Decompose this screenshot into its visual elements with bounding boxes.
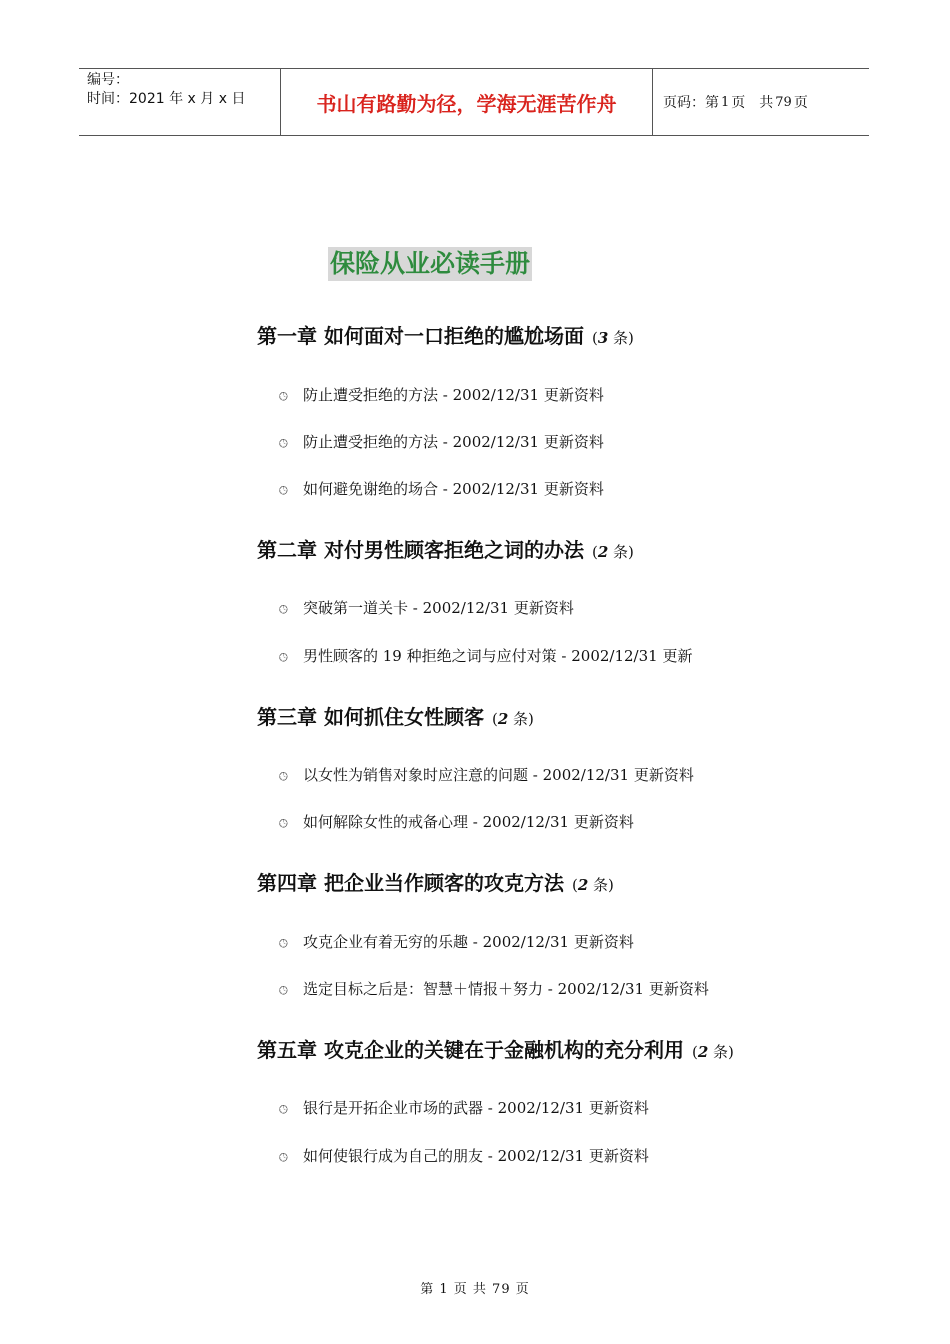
chapter-link[interactable]: 🕒︎ 男性顾客的 19 种拒绝之词与应付对策 - 2002/12/31 更新 bbox=[279, 646, 692, 668]
header-motto-cell bbox=[281, 69, 653, 135]
clock-icon: 🕒︎ bbox=[279, 770, 288, 783]
motto: 书山有路勤为径，学海无涯苦作舟 bbox=[316, 91, 617, 116]
chapter-count: (2 条) bbox=[691, 1043, 734, 1061]
chapter-title: 第一章 如何面对一口拒绝的尴尬场面 bbox=[257, 324, 584, 348]
clock-icon: 🕒︎ bbox=[279, 484, 288, 497]
chapter-heading bbox=[257, 537, 634, 565]
chapter-link[interactable]: 🕒︎ 银行是开拓企业市场的武器 - 2002/12/31 更新资料 bbox=[279, 1098, 649, 1120]
chapter-link[interactable]: 🕒︎ 如何解除女性的戒备心理 - 2002/12/31 更新资料 bbox=[279, 812, 634, 834]
chapter-heading bbox=[257, 323, 634, 351]
chapter-link[interactable]: 🕒︎ 以女性为销售对象时应注意的问题 - 2002/12/31 更新资料 bbox=[279, 765, 694, 787]
clock-icon: 🕒︎ bbox=[279, 1151, 288, 1164]
clock-icon: 🕒︎ bbox=[279, 603, 288, 616]
chapter-title: 第二章 对付男性顾客拒绝之词的办法 bbox=[257, 538, 584, 562]
chapter-title: 第三章 如何抓住女性顾客 bbox=[257, 705, 484, 729]
chapter-heading bbox=[257, 1037, 734, 1065]
clock-icon: 🕒︎ bbox=[279, 937, 288, 950]
chapter-count: (2 条) bbox=[571, 876, 614, 894]
clock-icon: 🕒︎ bbox=[279, 651, 288, 664]
page-counter bbox=[653, 69, 869, 135]
chapter-link[interactable]: 🕒︎ 突破第一道关卡 - 2002/12/31 更新资料 bbox=[279, 598, 574, 620]
chapter-link[interactable]: 🕒︎ 防止遭受拒绝的方法 - 2002/12/31 更新资料 bbox=[279, 432, 604, 454]
time-label: 时间：2021 年 x 月 x 日 bbox=[87, 91, 246, 107]
page-mid: 页 共 bbox=[731, 95, 774, 111]
chapter-link[interactable]: 🕒︎ 选定目标之后是：智慧＋情报＋努力 - 2002/12/31 更新资料 bbox=[279, 979, 709, 1001]
clock-icon: 🕒︎ bbox=[279, 984, 288, 997]
page-footer: 第 1 页 共 79 页 bbox=[420, 1282, 530, 1297]
page-prefix: 页码：第 bbox=[663, 95, 719, 111]
chapter-count: (2 条) bbox=[491, 710, 534, 728]
code-label: 编号： bbox=[87, 72, 129, 88]
chapter-title: 第四章 把企业当作顾客的攻克方法 bbox=[257, 871, 564, 895]
clock-icon: 🕒︎ bbox=[279, 437, 288, 450]
chapter-count: (3 条) bbox=[591, 329, 634, 347]
page-header bbox=[79, 68, 869, 136]
chapter-heading bbox=[257, 704, 534, 732]
page-suffix: 页 bbox=[793, 95, 808, 111]
chapter-link[interactable]: 🕒︎ 防止遭受拒绝的方法 - 2002/12/31 更新资料 bbox=[279, 385, 604, 407]
clock-icon: 🕒︎ bbox=[279, 817, 288, 830]
header-info bbox=[79, 69, 281, 135]
chapter-title: 第五章 攻克企业的关键在于金融机构的充分利用 bbox=[257, 1038, 684, 1062]
chapter-count: (2 条) bbox=[591, 543, 634, 561]
page-number: 1 bbox=[721, 94, 730, 110]
clock-icon: 🕒︎ bbox=[279, 1103, 288, 1116]
chapter-heading bbox=[257, 870, 614, 898]
document-title: 保险从业必读手册 bbox=[328, 247, 532, 281]
chapter-link[interactable]: 🕒︎ 如何避免谢绝的场合 - 2002/12/31 更新资料 bbox=[279, 479, 604, 501]
chapter-link[interactable]: 🕒︎ 如何使银行成为自己的朋友 - 2002/12/31 更新资料 bbox=[279, 1146, 649, 1168]
chapter-link[interactable]: 🕒︎ 攻克企业有着无穷的乐趣 - 2002/12/31 更新资料 bbox=[279, 932, 634, 954]
clock-icon: 🕒︎ bbox=[279, 390, 288, 403]
page-total: 79 bbox=[775, 94, 792, 110]
